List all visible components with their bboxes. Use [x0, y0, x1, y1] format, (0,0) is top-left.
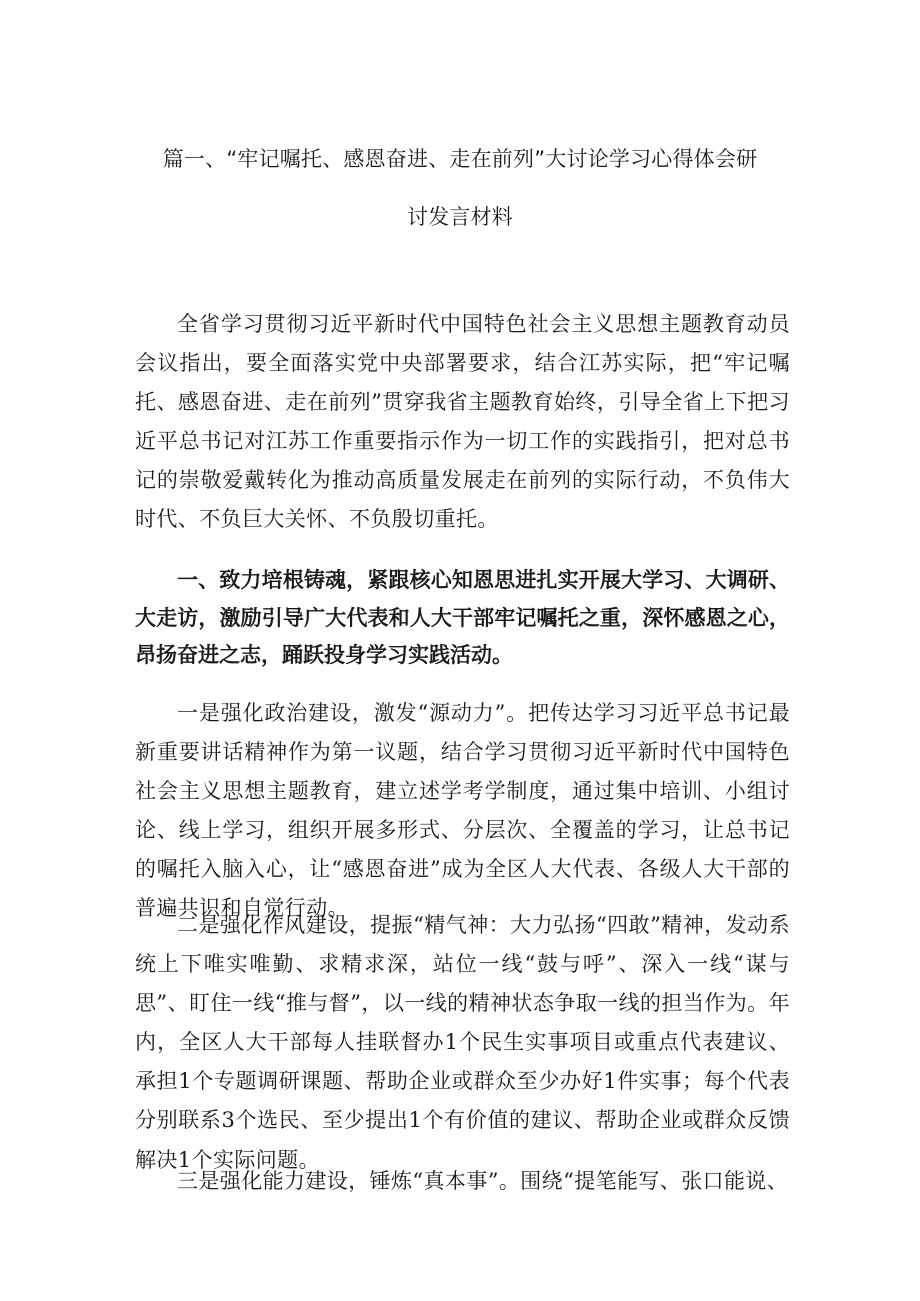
section-heading-1: 一、致力培根铸魂，紧跟核心知恩思进扎实开展大学习、大调研、大走访，激励引导广大代表和人大干部牢记嘱托之重，深怀感恩之心，昂扬奋进之志，踊跃投身学习实践活动。: [135, 568, 790, 667]
document-title-line-2: 讨发言材料: [407, 205, 513, 229]
intro-paragraph: 全省学习贯彻习近平新时代中国特色社会主义思想主题教育动员会议指出，要全面落实党中央部署要求，结合江苏实际，把“牢记嘱托、感恩奋进、走在前列”贯穿我省主题教育始终，引导全省上下把习近平总书记对江苏工作重要指示作为一切工作的实践指引，把对总书记的崇敬爱戴转化为推动高质量发展走在前列的实际行动，不负伟大时代、不负巨大关怀、不负殷切重托。: [135, 312, 790, 532]
document-title-line-1: 篇一、“牢记嘱托、感恩奋进、走在前列”大讨论学习心得体会研: [162, 147, 758, 171]
body-paragraph-style: 二是强化作风建设，提振“精气神：大力弘扬“四敢”精神，发动系统上下唯实唯勤、求精求深，站位一线“鼓与呼”、深入一线“谋与思”、盯住一线“推与督”，以一线的精神状态争取一线的担当作为。年内，全区人大干部每人挂联督办1个民生实事项目或重点代表建议、承担1个专题调研课题、帮助企业或群众至少办好1件实事；每个代表分别联系3个选民、至少提出1个有价值的建议、帮助企业或群众反馈解决1个实际问题。: [135, 913, 790, 1172]
body-paragraph-ability: 三是强化能力建设，锤炼“真本事”。围绕“提笔能写、张口能说、: [177, 1169, 789, 1193]
body-paragraph-political: 一是强化政治建设，激发“源动力”。把传达学习习近平总书记最新重要讲话精神作为第一议题，结合学习贯彻习近平新时代中国特色社会主义思想主题教育，建立述学考学制度，通过集中培训、小组讨论、线上学习，组织开展多形式、分层次、全覆盖的学习，让总书记的嘱托入脑入心，让“感恩奋进”成为全区人大代表、各级人大干部的普遍共识和自觉行动。: [135, 701, 790, 921]
